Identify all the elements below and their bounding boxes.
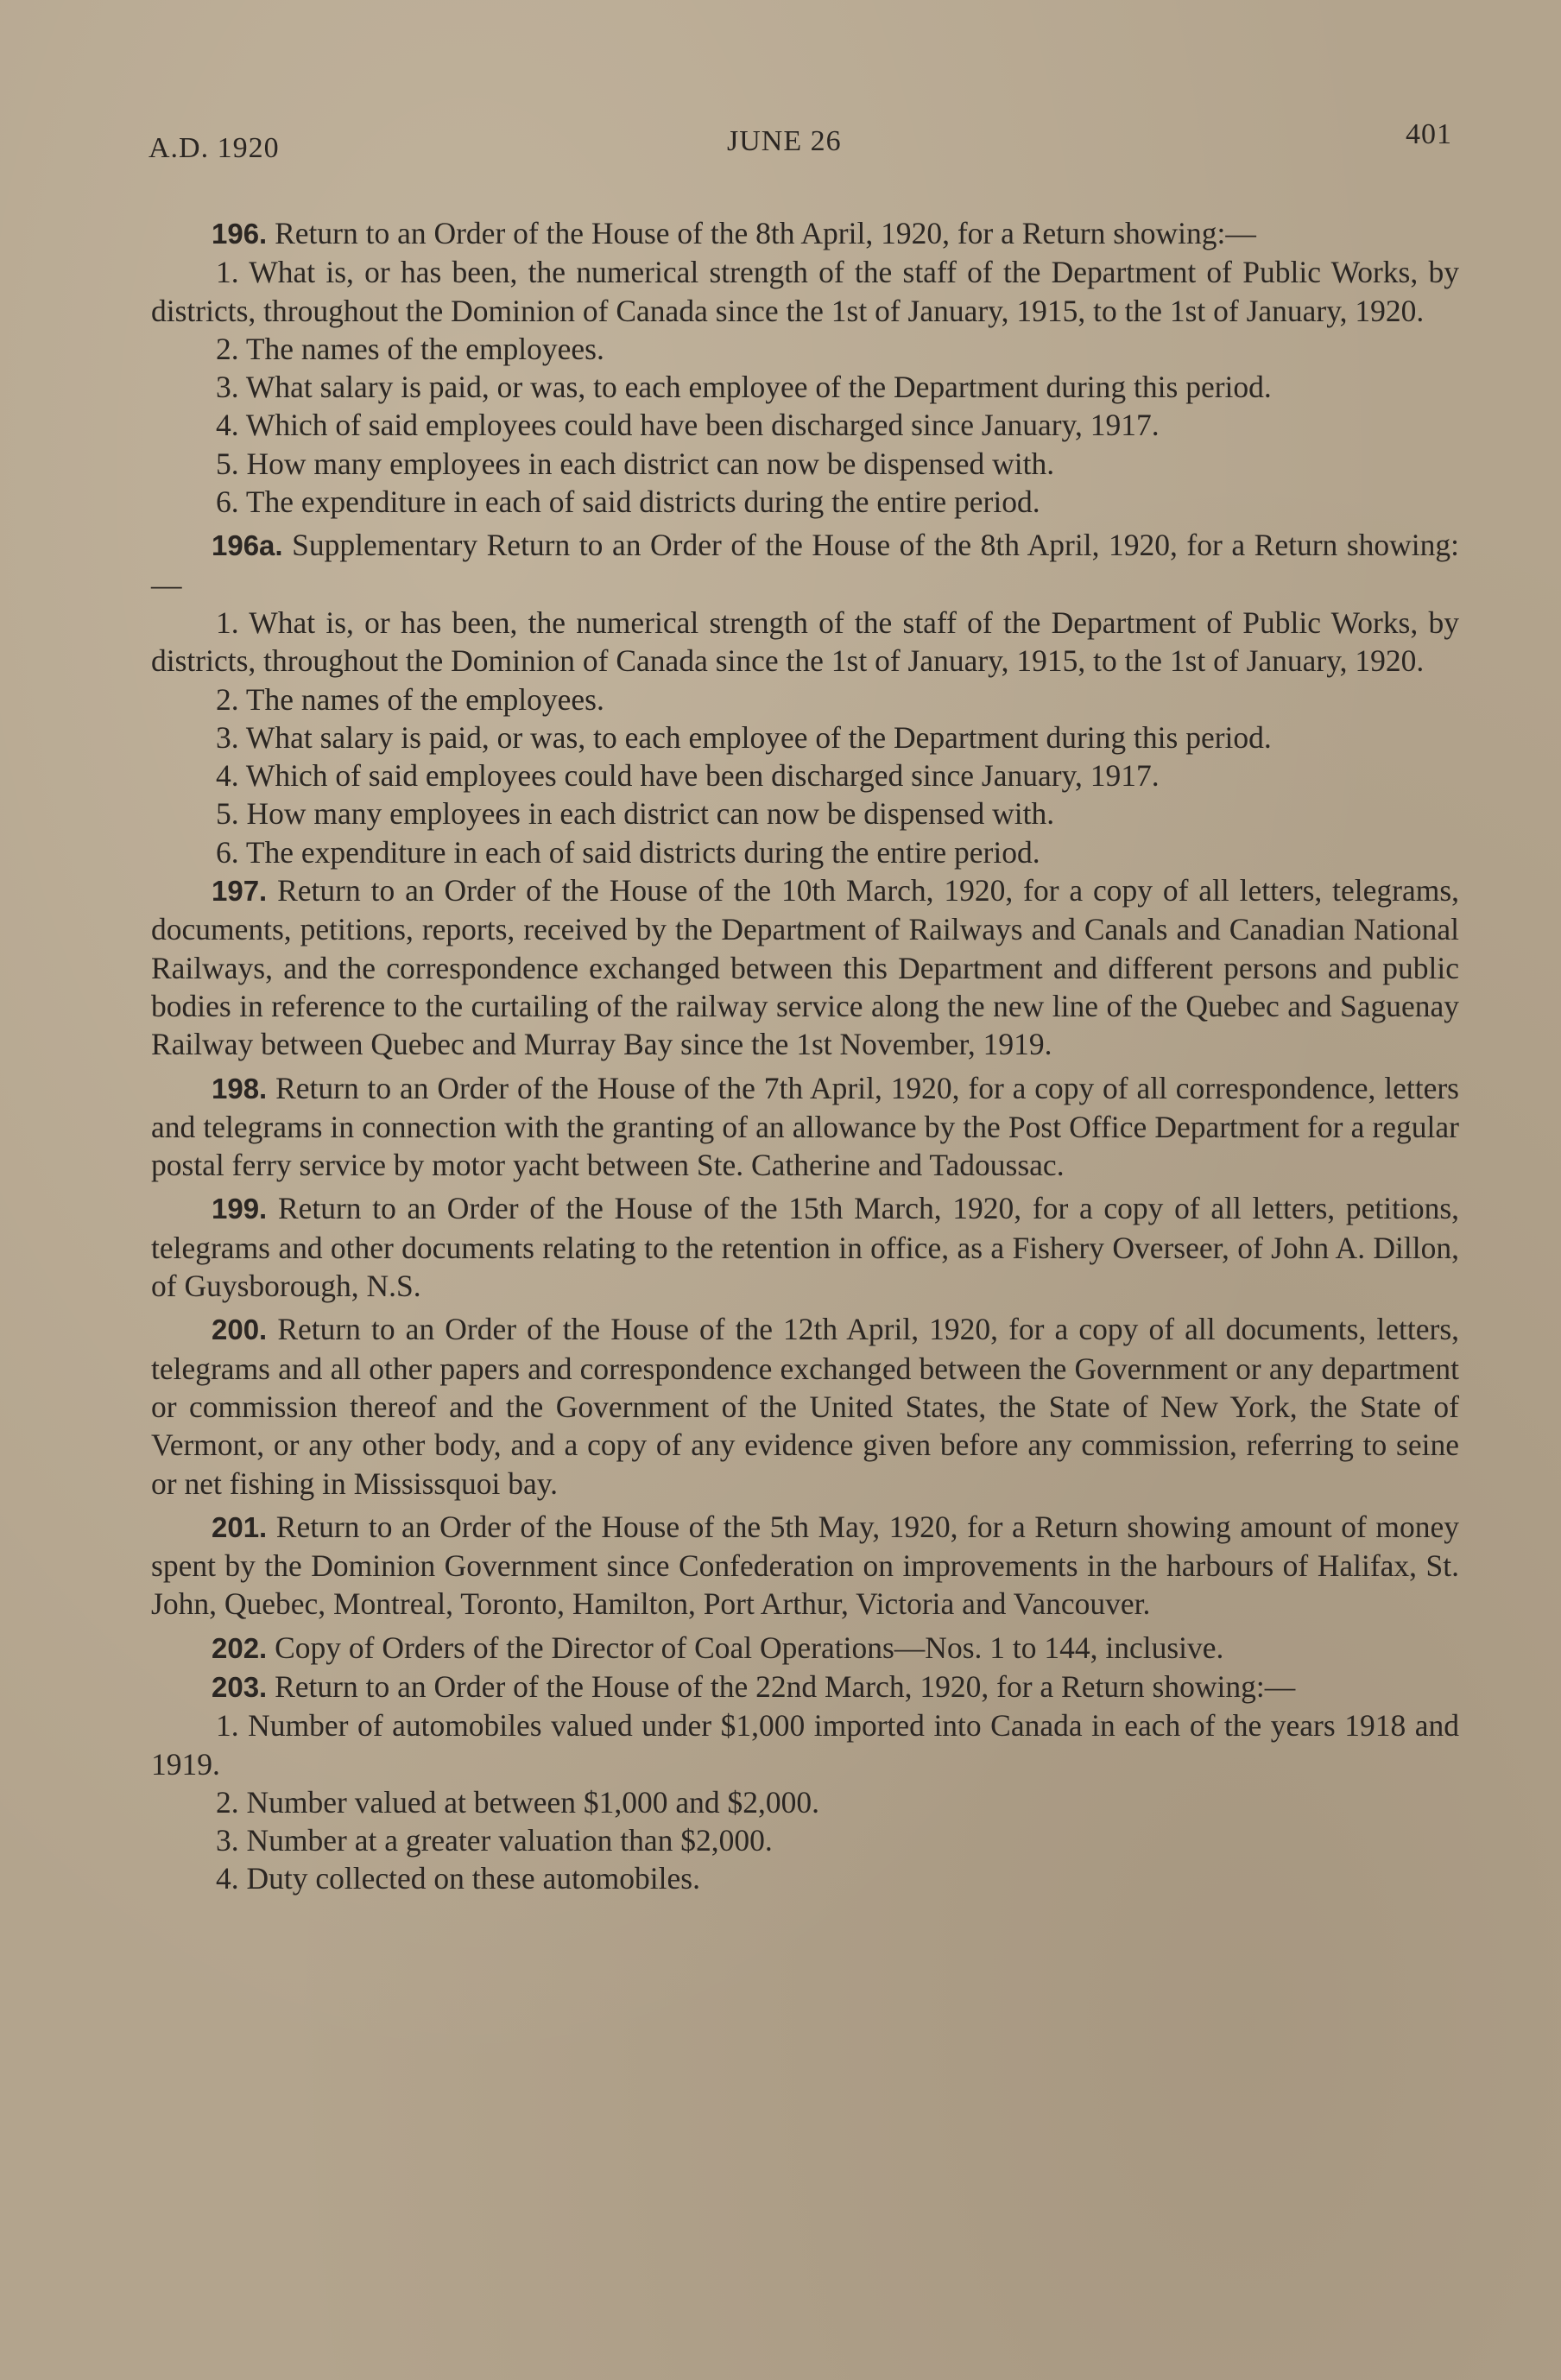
entry-text: Return to an Order of the House of the 5th May, 1920, for a Return showing amount of money spent by the Dominion Government since Confederation on improvements in the harbours of Halifax, St. John, Quebec, Montreal, Toronto, Hamilton, Port Arthur, Victoria and Vancouver. <box>151 1509 1459 1622</box>
entry-198 <box>151 1069 1459 1185</box>
list-item: 3. What salary is paid, or was, to each employee of the Department during this period. <box>216 370 1272 405</box>
entry-197 <box>151 871 1459 1063</box>
entry-203 <box>151 1668 1459 1706</box>
list-item: 1. What is, or has been, the numerical strength of the staff of the Department of Public Works, by districts, throughout the Dominion of Canada since the 1st of January, 1915, to the 1st of January, 1920. <box>151 255 1459 328</box>
list-item: 4. Which of said employees could have been discharged since January, 1917. <box>216 758 1160 794</box>
entry-text: Return to an Order of the House of the 7th April, 1920, for a copy of all correspondence, letters and telegrams in connection with the granting of an allowance by the Post Office Department for a regular postal ferry service by motor yacht between Ste. Catherine and Tadoussac. <box>151 1070 1459 1183</box>
list-item: 2. The names of the employees. <box>216 331 604 366</box>
list-item: 4. Duty collected on these automobiles. <box>216 1861 700 1896</box>
list-item: 6. The expenditure in each of said districts during the entire period. <box>216 484 1040 520</box>
entry-text: Return to an Order of the House of the 12th April, 1920, for a copy of all documents, letters, telegrams and all other papers and correspondence exchanged between the Government or any department or commission thereof and the Government of the United States, the State of New York, the State of Vermont, or any other body, and a copy of any evidence given before any commission, referring to seine or net fishing in Mississquoi bay. <box>151 1312 1460 1501</box>
entry-number: 196a. <box>212 529 283 562</box>
list-item: 3. Number at a greater valuation than $2,000. <box>216 1823 773 1858</box>
entry-196a <box>151 526 1459 604</box>
list-item: 2. Number valued at between $1,000 and $2,000. <box>216 1784 819 1820</box>
page-number: 401 <box>1406 118 1452 150</box>
entry-number: 200. <box>212 1313 268 1346</box>
entry-number: 199. <box>212 1193 268 1225</box>
list-item: 1. What is, or has been, the numerical strength of the staff of the Department of Public Works, by districts, throughout the Dominion of Canada since the 1st of January, 1915, to the 1st of January, 1920. <box>151 604 1459 679</box>
list-item: 5. How many employees in each district can now be dispensed with. <box>216 796 1055 832</box>
document-body <box>151 214 1459 1898</box>
list-item: 3. What salary is paid, or was, to each employee of the Department during this period. <box>216 719 1272 755</box>
entry-number: 198. <box>212 1072 268 1105</box>
entry-text: Copy of Orders of the Director of Coal Operations—Nos. 1 to 144, inclusive. <box>275 1630 1224 1665</box>
list-item: 5. How many employees in each district can now be dispensed with. <box>216 446 1055 481</box>
entry-number: 202. <box>212 1631 268 1664</box>
entry-199 <box>151 1189 1459 1305</box>
entry-200 <box>151 1310 1459 1502</box>
header-year: A.D. 1920 <box>149 132 280 164</box>
page-header <box>149 118 1452 177</box>
entry-number: 203. <box>212 1670 268 1703</box>
entry-201 <box>151 1508 1459 1624</box>
entry-text: Return to an Order of the House of the 15th March, 1920, for a copy of all letters, petitions, telegrams and other documents relating to the retention in office, as a Fishery Overseer, of John A. Dillon, of Guysborough, N.S. <box>151 1191 1460 1304</box>
entry-text: Return to an Order of the House of the 8th April, 1920, for a Return showing:— <box>275 216 1256 250</box>
list-item: 2. The names of the employees. <box>216 681 604 717</box>
list-item: 6. The expenditure in each of said districts during the entire period. <box>216 834 1040 870</box>
list-item: 1. Number of automobiles valued under $1,000 imported into Canada in each of the years 1918 and 1919. <box>151 1708 1459 1782</box>
entry-text: Return to an Order of the House of the 22nd March, 1920, for a Return showing:— <box>275 1668 1296 1704</box>
entry-text: Supplementary Return to an Order of the House of the 8th April, 1920, for a Return showing:— <box>151 528 1459 602</box>
entry-202 <box>151 1629 1459 1668</box>
header-date: JUNE 26 <box>727 125 842 157</box>
entry-number: 197. <box>212 875 268 908</box>
entry-number: 201. <box>212 1510 268 1543</box>
entry-text: Return to an Order of the House of the 10th March, 1920, for a copy of all letters, telegrams, documents, petitions, reports, received by the Department of Railways and Canals and Canadian National Railways, and the correspondence exchanged between this Department and different persons and public bodies in reference to the curtailing of the railway service along the new line of the Quebec and Saguenay Railway between Quebec and Murray Bay since the 1st November, 1919. <box>151 873 1460 1062</box>
entry-number: 196. <box>212 218 268 250</box>
list-item: 4. Which of said employees could have been discharged since January, 1917. <box>216 408 1160 443</box>
entry-196 <box>151 214 1459 253</box>
